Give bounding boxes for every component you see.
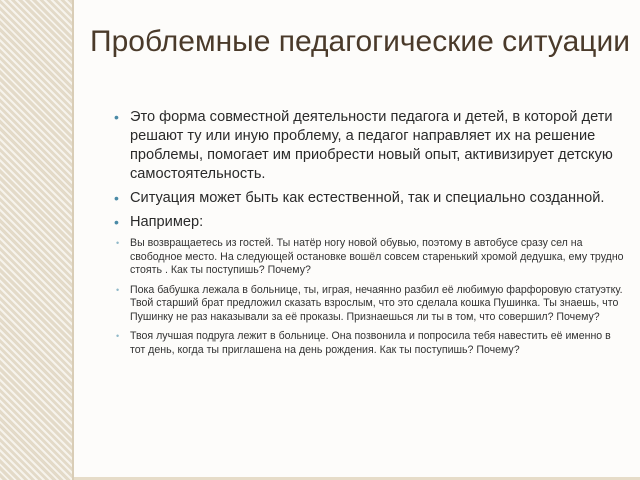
bullet-text: Ситуация может быть как естественной, так и специально созданной. <box>130 190 605 206</box>
bullet-example-heading <box>114 213 626 232</box>
bullet-icon: • <box>114 109 119 125</box>
bullet-definition <box>114 108 626 184</box>
content-area <box>114 108 626 363</box>
side-divider <box>72 0 74 480</box>
decorative-side-band <box>0 0 72 480</box>
example-item <box>114 237 626 278</box>
example-item <box>114 330 626 357</box>
sub-bullet-icon: • <box>116 238 120 248</box>
example-text: Пока бабушка лежала в больнице, ты, играя, нечаянно разбил её любимую фарфоровую статуэтку. Твой старший брат предложил сказать взрослым, что это сделала кошка Пушинка. Ты знаешь, что Пушинку не раз наказывали за её проказы. Признаешься ли ты в том, что совершил? Почему? <box>130 283 623 323</box>
example-item <box>114 284 626 325</box>
slide-title: Проблемные педагогические ситуации <box>90 25 630 58</box>
sub-bullet-icon: • <box>116 331 120 341</box>
bullet-text: Например: <box>130 214 204 230</box>
bullet-icon: • <box>114 190 119 206</box>
example-text: Вы возвращаетесь из гостей. Ты натёр ногу новой обувью, поэтому в автобусе сразу сел на свободное место. На следующей остановке вошёл совсем старенький хромой дедушка, ему трудно стоять . Как ты поступишь? Почему? <box>130 237 624 276</box>
bullet-icon: • <box>114 214 119 230</box>
sub-bullet-icon: • <box>116 284 120 295</box>
bullet-situation-type <box>114 189 626 208</box>
bullet-text: Это форма совместной деятельности педагога и детей, в которой дети решают ту или иную проблему, а педагог направляет их на решение проблемы, помогает им приобрести новый опыт, активизирует детскую самостоятельность. <box>130 109 613 182</box>
example-text: Твоя лучшая подруга лежит в больнице. Она позвонила и попросила тебя навестить её именно в тот день, когда ты приглашена на день рождения. Как ты поступишь? Почему? <box>130 330 611 356</box>
